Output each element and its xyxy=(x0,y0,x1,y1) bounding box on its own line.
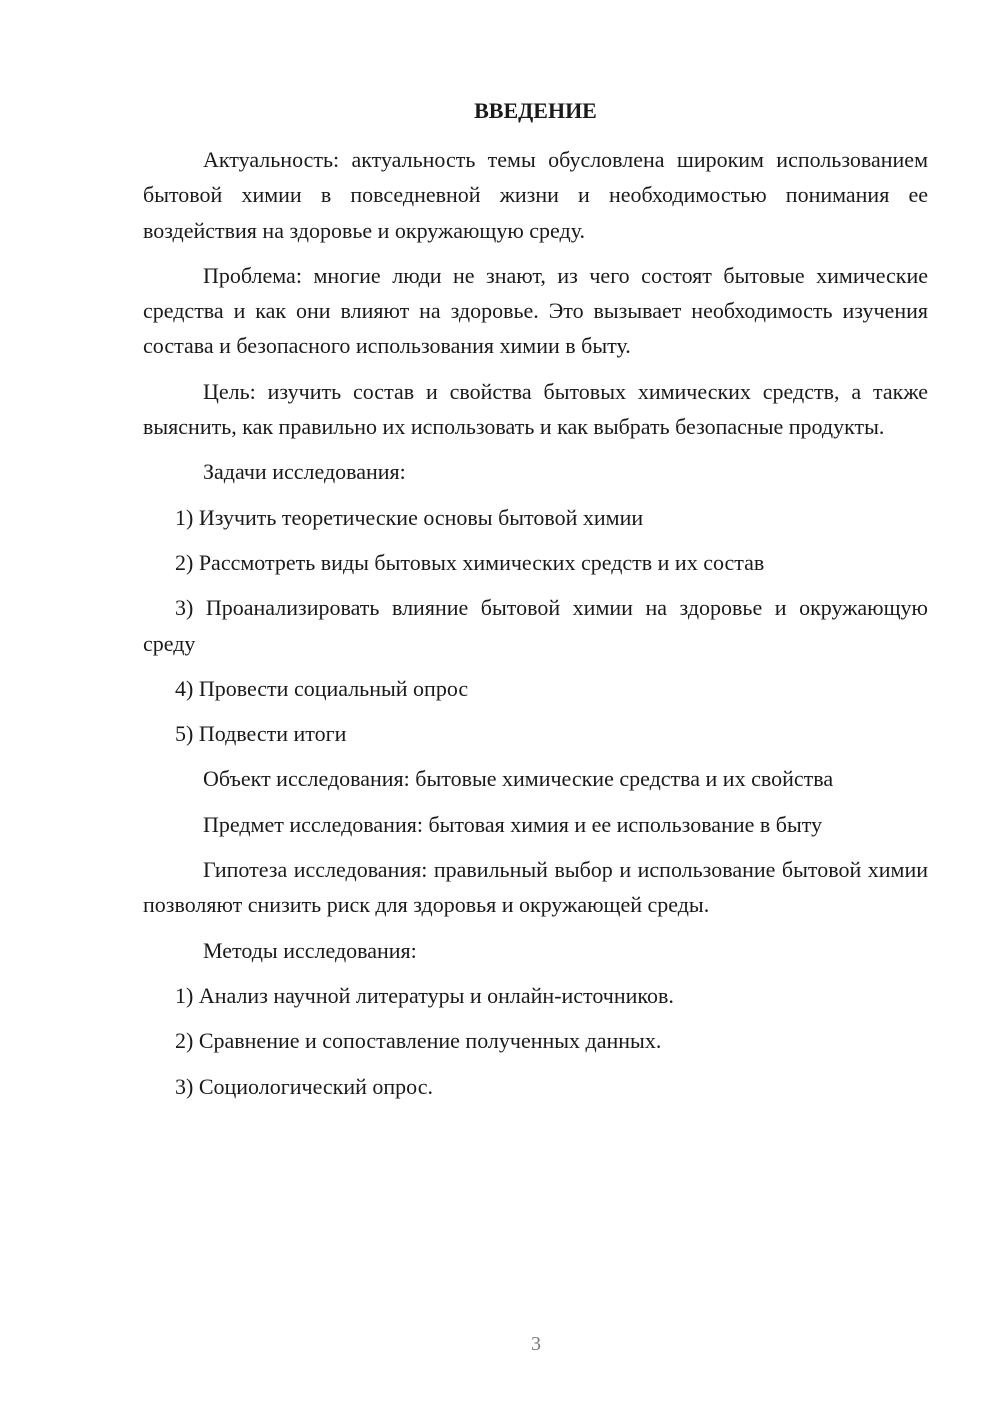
task-item: 5) Подвести итоги xyxy=(175,721,347,747)
task-item: 1) Изучить теоретические основы бытовой химии xyxy=(175,504,644,530)
task-item: 2) Рассмотреть виды бытовых химических средств и их состав xyxy=(175,549,765,575)
method-item: 2) Сравнение и сопоставление полученных данных. xyxy=(175,1028,662,1054)
page-number: 3 xyxy=(531,1333,541,1355)
object-paragraph: Объект исследования: бытовые химические средства и их свойства xyxy=(203,766,834,792)
method-item: 3) Социологический опрос. xyxy=(175,1073,433,1099)
problem-paragraph: Проблема: многие люди не знают, из чего состоят бытовые химические средства и как они влияют на здоровье. Это вызывает необходимость изучения состава и безопасного использования химии в быту. xyxy=(143,262,928,359)
method-item: 1) Анализ научной литературы и онлайн-источников. xyxy=(175,982,674,1008)
tasks-title: Задачи исследования: xyxy=(203,459,406,485)
introduction-body xyxy=(143,142,928,1104)
subject-paragraph: Предмет исследования: бытовая химия и ее использование в быту xyxy=(203,811,823,837)
relevance-paragraph: Актуальность: актуальность темы обусловлена широким использованием бытовой химии в повседневной жизни и необходимостью понимания ее воздействия на здоровье и окружающую среду. xyxy=(143,147,928,243)
hypothesis-paragraph: Гипотеза исследования: правильный выбор и использование бытовой химии позволяют снизить риск для здоровья и окружающей среды. xyxy=(143,857,928,918)
task-item: 4) Провести социальный опрос xyxy=(175,675,469,701)
section-heading: ВВЕДЕНИЕ xyxy=(474,98,597,123)
goal-paragraph: Цель: изучить состав и свойства бытовых химических средств, а также выяснить, как правильно их использовать и как выбрать безопасные продукты. xyxy=(143,378,928,440)
task-item: 3) Проанализировать влияние бытовой химии на здоровье и окружающую среду xyxy=(143,595,928,656)
methods-title: Методы исследования: xyxy=(203,937,417,963)
